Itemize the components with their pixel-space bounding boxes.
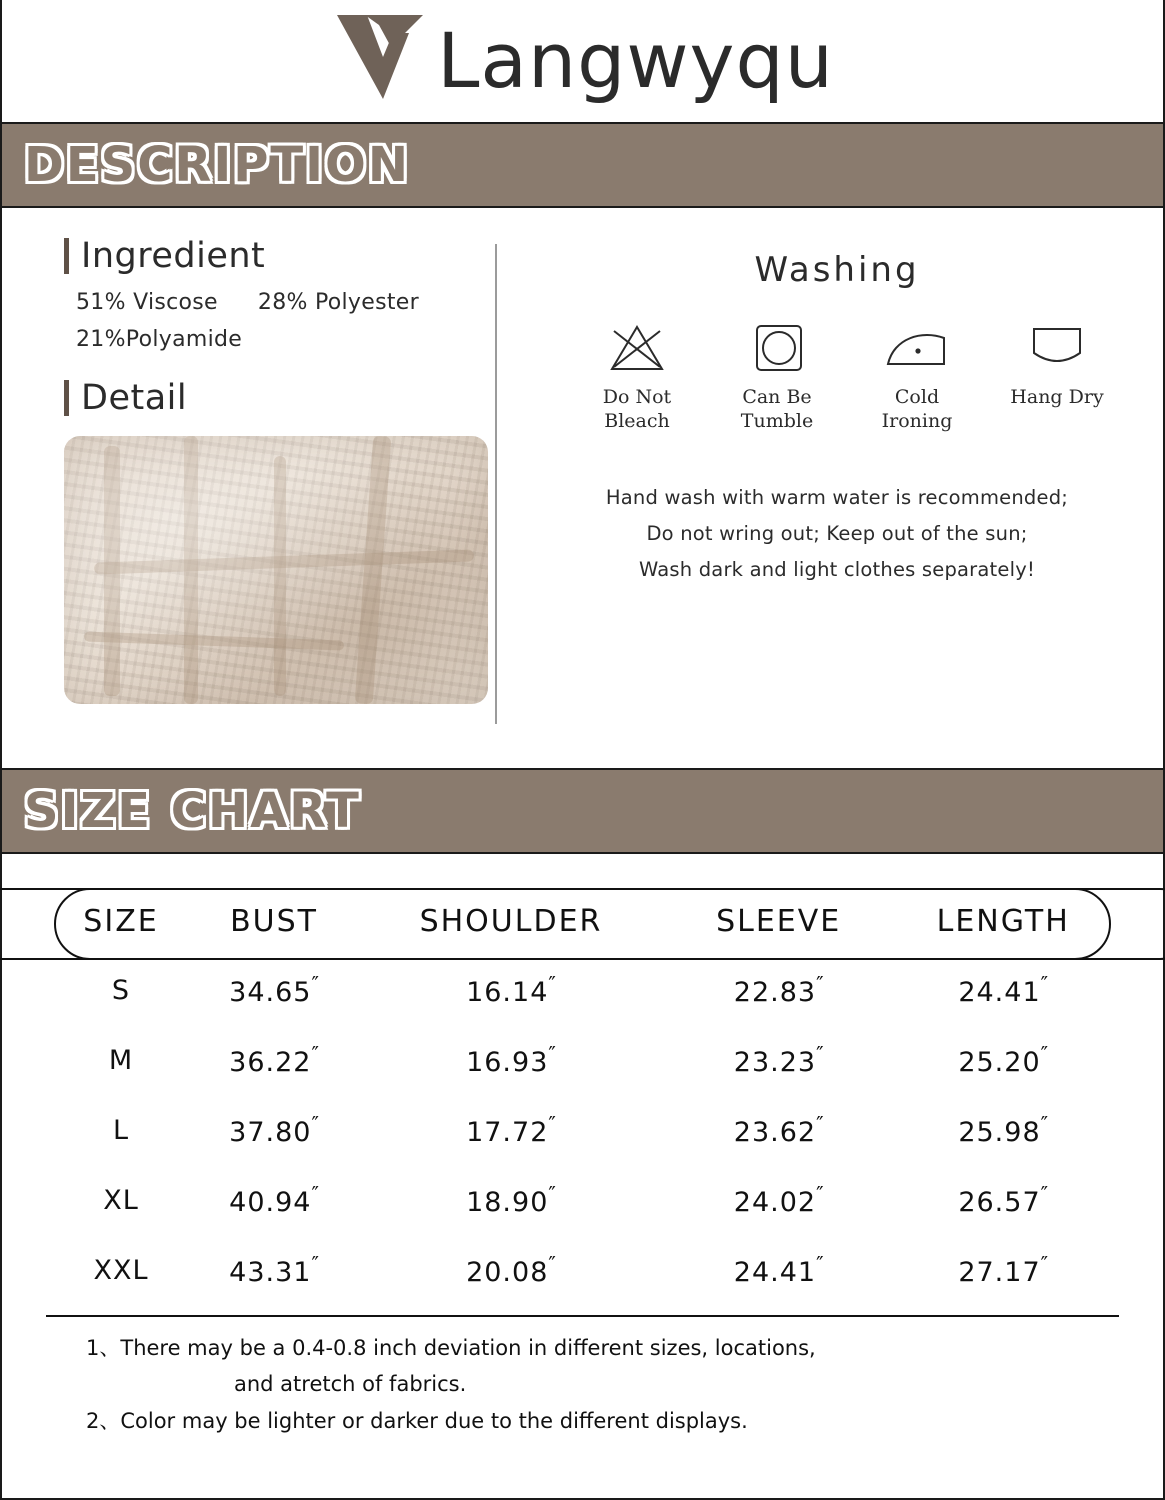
col-header-length: LENGTH <box>887 888 1119 955</box>
col-header-size: SIZE <box>46 888 196 955</box>
cell-size: S <box>111 974 131 1006</box>
description-banner <box>2 122 1163 208</box>
cell-shoulder: 16.93″ <box>466 1042 556 1078</box>
size-chart-table-wrap <box>2 854 1163 1305</box>
cell-size: L <box>112 1114 130 1146</box>
cell-bust: 34.65″ <box>229 972 319 1008</box>
washing-notes <box>533 480 1141 588</box>
wash-care-label: Cold Ironing <box>881 386 953 432</box>
wash-care-label: Can Be Tumble <box>740 386 814 432</box>
cold-iron-icon <box>882 320 952 376</box>
col-header-sleeve: SLEEVE <box>716 904 842 939</box>
cell-length: 25.20″ <box>958 1042 1049 1078</box>
ingredient-line-1 <box>76 290 495 315</box>
size-chart-note: 2、Color may be lighter or darker due to the different displays. <box>86 1408 748 1433</box>
cell-length: 25.98″ <box>958 1112 1049 1148</box>
v-checkmark-logo-icon <box>331 11 427 103</box>
description-body <box>2 208 1163 768</box>
accent-bar-icon <box>64 380 69 416</box>
cell-sleeve: 24.41″ <box>733 1252 824 1288</box>
cell-bust: 43.31″ <box>229 1252 319 1288</box>
table-row <box>46 1165 1119 1235</box>
cell-length: 27.17″ <box>958 1252 1049 1288</box>
washing-note-line: Wash dark and light clothes separately! <box>639 557 1035 581</box>
size-chart-header-row <box>46 888 1119 955</box>
ingredient-polyester: 28% Polyester <box>257 290 419 315</box>
wash-care-label: Do Not Bleach <box>602 386 672 432</box>
col-header-bust: BUST <box>230 904 318 939</box>
size-chart-banner <box>2 768 1163 854</box>
wash-care-label: Hang Dry <box>1010 386 1104 408</box>
cell-shoulder: 17.72″ <box>466 1112 556 1148</box>
cell-bust: 36.22″ <box>229 1042 319 1078</box>
cell-shoulder: 20.08″ <box>466 1252 556 1288</box>
table-row <box>46 1025 1119 1095</box>
cell-sleeve: 23.62″ <box>733 1112 824 1148</box>
table-row <box>46 1095 1119 1165</box>
washing-icons-row <box>533 320 1141 434</box>
cell-size: XXL <box>93 1254 149 1286</box>
cell-bust: 40.94″ <box>229 1182 319 1218</box>
description-banner-title: DESCRIPTION <box>24 137 411 193</box>
size-chart-notes <box>46 1315 1119 1436</box>
cell-sleeve: 22.83″ <box>733 972 824 1008</box>
do-not-bleach-icon <box>606 320 668 376</box>
table-row <box>46 955 1119 1025</box>
hang-dry-icon <box>1026 320 1088 376</box>
size-chart-note-cont: and atretch of fabrics. <box>234 1372 467 1397</box>
size-chart-table <box>46 888 1119 1305</box>
washing-note-line: Do not wring out; Keep out of the sun; <box>646 521 1028 545</box>
cell-size: XL <box>103 1184 139 1216</box>
table-row <box>46 1235 1119 1305</box>
cell-length: 24.41″ <box>958 972 1049 1008</box>
brand-header <box>2 0 1163 122</box>
cell-bust: 37.80″ <box>229 1112 319 1148</box>
size-chart-banner-title: SIZE CHART <box>24 783 361 839</box>
description-left-column <box>2 236 495 768</box>
col-header-shoulder: SHOULDER <box>419 904 603 939</box>
knit-fabric-photo <box>64 436 488 704</box>
cell-sleeve: 23.23″ <box>733 1042 824 1078</box>
cell-shoulder: 18.90″ <box>466 1182 556 1218</box>
wash-care-item <box>707 320 847 434</box>
ingredient-line-2: 21%Polyamide <box>76 327 243 352</box>
detail-title: Detail <box>81 378 188 418</box>
ingredient-heading <box>64 236 495 276</box>
detail-heading <box>64 378 495 418</box>
ingredient-viscose: 51% Viscose <box>76 290 218 315</box>
tumble-dry-icon <box>746 320 808 376</box>
accent-bar-icon <box>64 238 69 274</box>
ingredient-title: Ingredient <box>81 236 266 276</box>
brand-name: Langwyqu <box>437 16 834 105</box>
cell-shoulder: 16.14″ <box>466 972 556 1008</box>
cell-length: 26.57″ <box>958 1182 1049 1218</box>
washing-column <box>497 236 1163 768</box>
washing-title: Washing <box>754 250 920 290</box>
wash-care-item <box>847 320 987 434</box>
size-chart-note: 1、There may be a 0.4-0.8 inch deviation in different sizes, locations, <box>86 1336 816 1360</box>
cell-size: M <box>108 1044 134 1076</box>
wash-care-item <box>567 320 707 434</box>
cell-sleeve: 24.02″ <box>733 1182 824 1218</box>
washing-note-line: Hand wash with warm water is recommended; <box>605 485 1069 509</box>
wash-care-item <box>987 320 1127 434</box>
